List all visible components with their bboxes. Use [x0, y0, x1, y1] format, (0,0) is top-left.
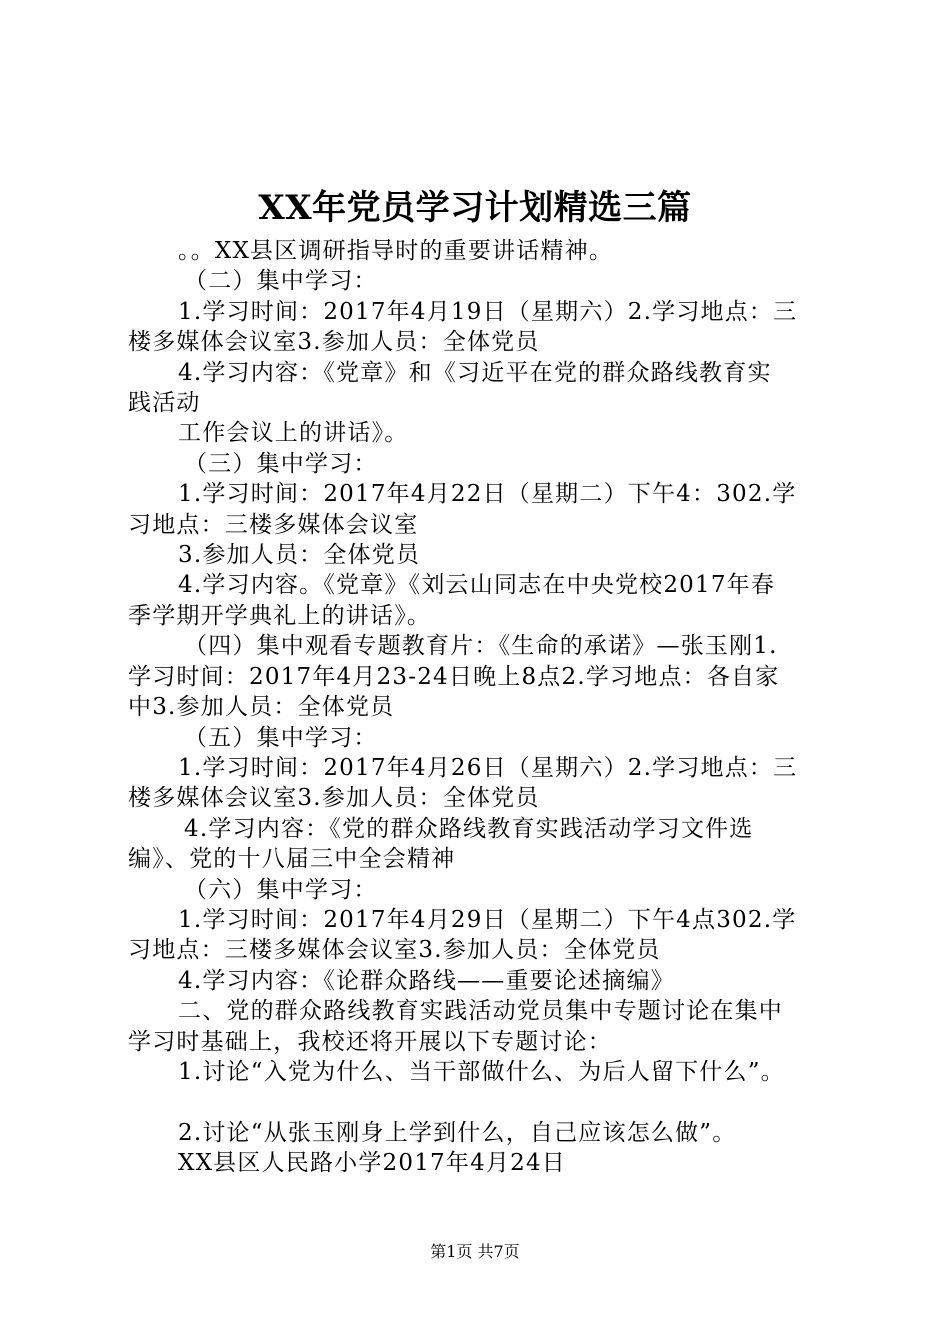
signature-line: XX县区人民路小学2017年4月24日 [178, 1150, 566, 1177]
body-line: 楼多媒体会议室3.参加人员：全体党员 [128, 329, 540, 356]
section-heading: （二）集中学习： [184, 268, 378, 295]
body-line: 。。XX县区调研指导时的重要讲话精神。 [178, 238, 614, 264]
body-line: 4.学习内容：《论群众路线——重要论述摘编》 [178, 967, 675, 994]
body-line: 学习时间：2017年4月23-24日晚上8点2.学习地点：各自家 [128, 663, 780, 690]
body-line: 1.讨论“入党为什么、当干部做什么、为后人留下什么”。 [178, 1058, 785, 1085]
body-line: 习地点：三楼多媒体会议室3.参加人员：全体党员 [128, 937, 661, 964]
body-line: 3.参加人员：全体党员 [178, 542, 421, 569]
body-line: 4.学习内容：《党的群众路线教育实践活动学习文件选 [184, 815, 754, 842]
blank-line [128, 1087, 843, 1117]
body-line: 4.学习内容。《党章》《刘云山同志在中央党校2017年春 [178, 572, 776, 599]
section-heading: （六）集中学习： [184, 876, 378, 903]
body-line: 工作会议上的讲话》。 [178, 420, 409, 447]
section-heading: （五）集中学习： [184, 724, 378, 751]
document-title: XX年党员学习计划精选三篇 [258, 188, 692, 228]
body-line: 1.学习时间：2017年4月29日（星期二）下午4点302.学 [178, 906, 797, 933]
body-line: 楼多媒体会议室3.参加人员：全体党员 [128, 785, 540, 812]
body-line: 1.学习时间：2017年4月22日（星期二）下午4：302.学 [178, 481, 797, 508]
section-heading: 二、党的群众路线教育实践活动党员集中专题讨论在集中 [178, 998, 783, 1025]
page-footer: 第1页 共7页 [430, 1242, 520, 1261]
body-line: 编》、党的十八届三中全会精神 [128, 846, 456, 873]
body-line: 学习时基础上，我校还将开展以下专题讨论： [128, 1028, 612, 1055]
document-body [128, 236, 843, 1179]
section-heading: （四）集中观看专题教育片：《生命的承诺》—张玉刚1. [184, 633, 778, 660]
section-heading: （三）集中学习： [184, 450, 378, 477]
body-line: 习地点：三楼多媒体会议室 [128, 511, 419, 538]
body-line: 1.学习时间：2017年4月26日（星期六）2.学习地点：三 [178, 754, 798, 781]
body-line: 4.学习内容：《党章》和《习近平在党的群众路线教育实 [178, 359, 772, 386]
body-line: 2.讨论“从张玉刚身上学到什么，自己应该怎么做”。 [178, 1119, 737, 1146]
body-line: 践活动 [128, 390, 201, 417]
body-line: 中3.参加人员：全体党员 [128, 694, 395, 721]
body-line: 1.学习时间：2017年4月19日（星期六）2.学习地点：三 [178, 298, 798, 325]
body-line: 季学期开学典礼上的讲话》。 [128, 602, 432, 629]
